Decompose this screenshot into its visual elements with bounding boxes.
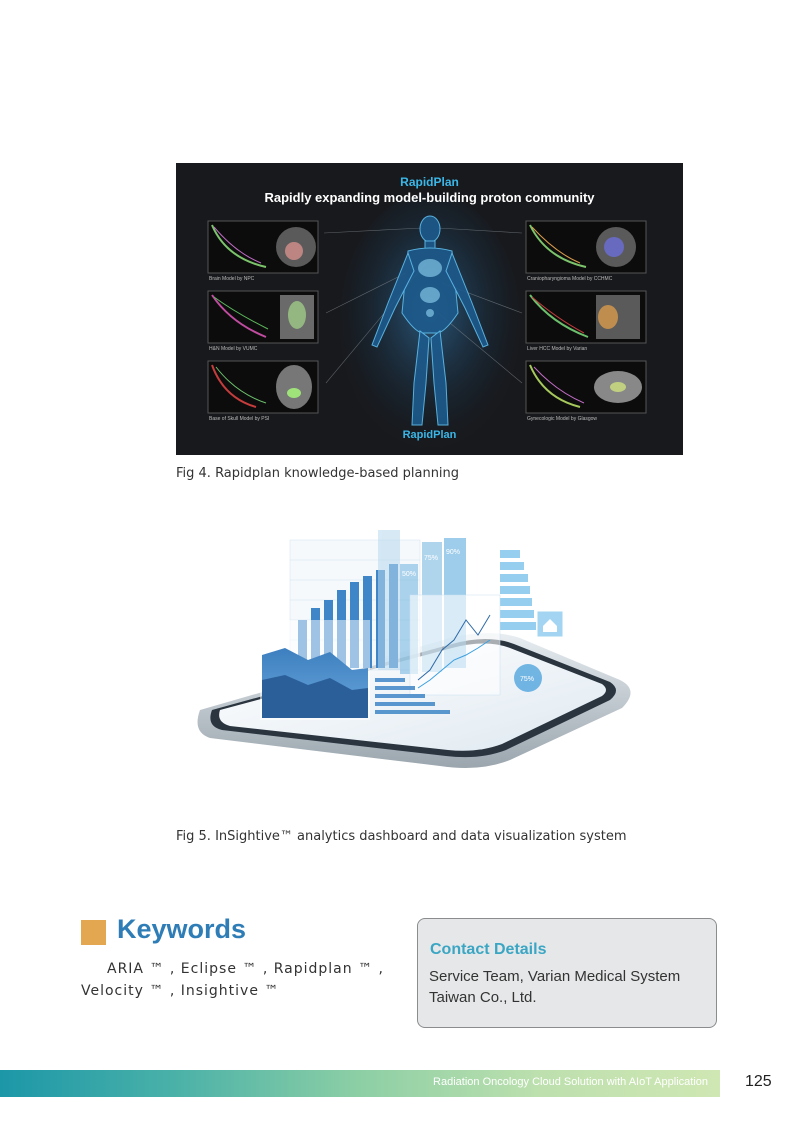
page-number: 125 — [745, 1073, 772, 1090]
area-chart — [260, 620, 370, 720]
home-icon — [538, 612, 562, 636]
insightive-figure — [190, 520, 640, 820]
percent-badge: 90% — [446, 549, 461, 556]
line-chart — [410, 595, 500, 695]
panel-caption: Craniopharyngioma Model by CCHMC — [527, 276, 613, 282]
contact-line: Service Team, Varian Medical System — [429, 968, 681, 985]
contact-line: Taiwan Co., Ltd. — [429, 989, 537, 1006]
keywords-heading: Keywords — [117, 914, 247, 944]
rapidplan-subtitle: Rapidly expanding model-building proton community — [264, 190, 595, 205]
keywords-text: ARIA ™ , Eclipse ™ , Rapidplan ™ , Velocity ™ , Insightive ™ — [81, 961, 384, 999]
panel-caption: Gynecologic Model by Glasgow — [527, 416, 598, 422]
percent-badge: 50% — [402, 571, 417, 578]
panel-caption: Liver HCC Model by Varian — [527, 346, 588, 352]
left-dvh-panels — [208, 221, 318, 413]
rapidplan-figure — [176, 163, 683, 455]
rapidplan-title: RapidPlan — [400, 175, 459, 189]
right-dvh-panels — [526, 221, 646, 413]
panel-caption: H&N Model by VUMC — [209, 346, 258, 352]
figure-5-caption: Fig 5. InSightive™ analytics dashboard and data visualization system — [176, 829, 627, 844]
panel-caption: Brain Model by NPC — [209, 276, 255, 282]
keywords-marker — [81, 920, 106, 945]
contact-title: Contact Details — [430, 941, 547, 958]
panel-caption: Base of Skull Model by PSI — [209, 416, 270, 422]
footer-title: Radiation Oncology Cloud Solution with AIoT Application — [433, 1076, 708, 1088]
contact-box — [417, 918, 717, 1028]
rapidplan-graphic — [176, 163, 683, 455]
percent-badge: 75% — [424, 555, 439, 562]
percent-badge: 75% — [520, 676, 535, 683]
analytics-dashboard-illustration — [190, 520, 640, 820]
figure-4-caption: Fig 4. Rapidplan knowledge-based planning — [176, 466, 460, 481]
rapidplan-footer-label: RapidPlan — [402, 429, 457, 441]
footer-band — [0, 1070, 720, 1097]
